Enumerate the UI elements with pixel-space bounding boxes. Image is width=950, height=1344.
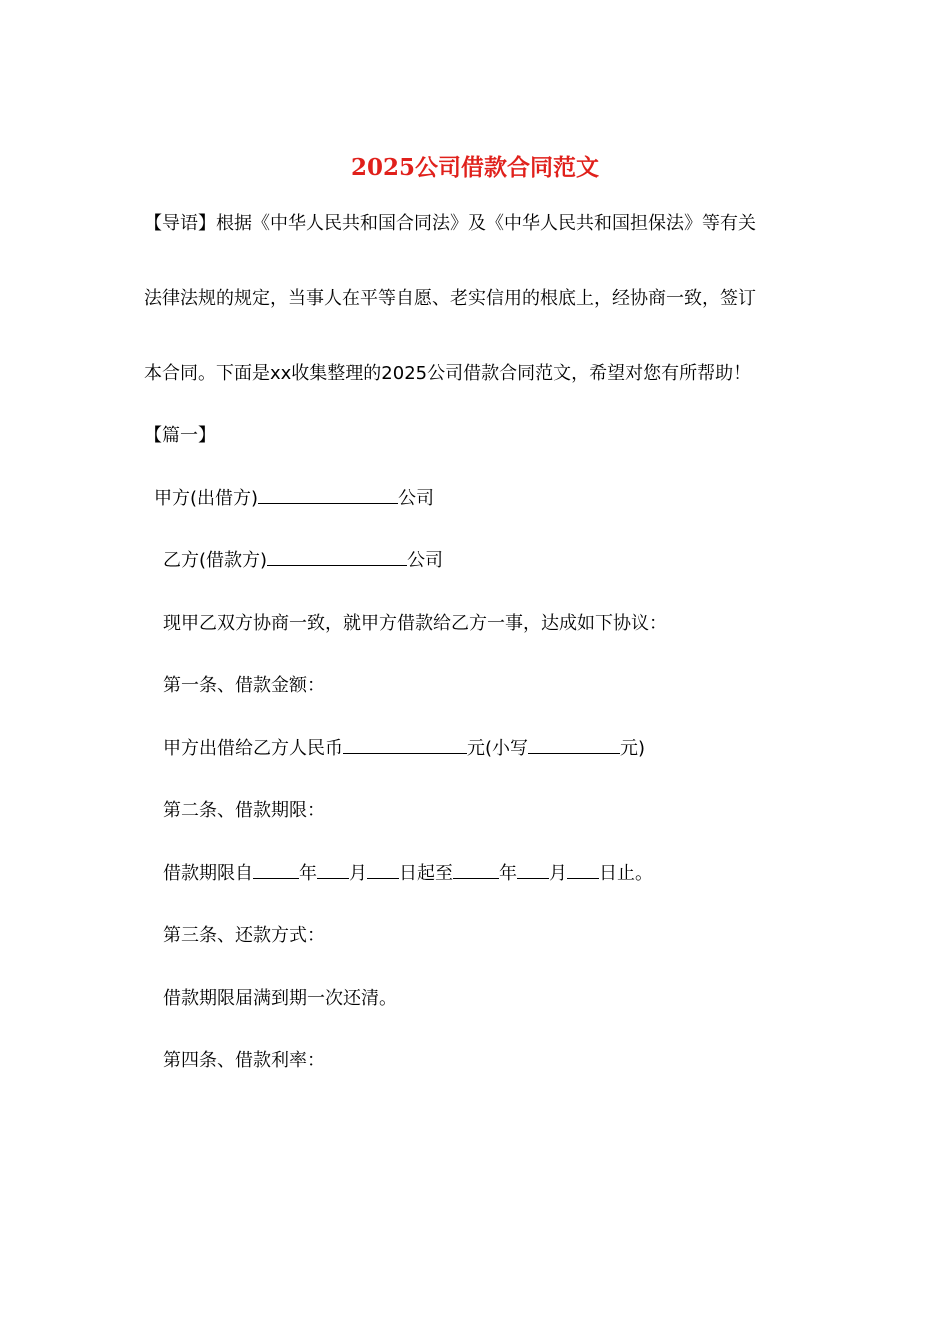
article-1-text-start: 甲方出借给乙方人民币 — [163, 738, 343, 759]
intro-line-2: 法律法规的规定，当事人在平等自愿、老实信用的根底上，经协商一致，签订 — [144, 288, 756, 309]
end-year-label: 年 — [499, 863, 517, 884]
party-b-label: 乙方(借款方) — [163, 550, 268, 571]
party-a-suffix: 公司 — [398, 488, 435, 509]
article-2-text — [163, 860, 653, 888]
start-month-label: 月 — [349, 863, 367, 884]
article-1-text — [163, 735, 645, 763]
article-1-text-end: 元) — [620, 738, 646, 759]
party-b-blank — [267, 547, 407, 566]
document-title: 2025公司借款合同范文 — [350, 154, 599, 181]
start-day-blank — [367, 860, 399, 879]
term-prefix: 借款期限自 — [163, 863, 253, 884]
party-a-label: 甲方(出借方) — [154, 488, 259, 509]
end-day-blank — [567, 860, 599, 879]
article-2-heading: 第二条、借款期限： — [163, 800, 325, 821]
agreement-line: 现甲乙双方协商一致，就甲方借款给乙方一事，达成如下协议： — [163, 613, 667, 634]
party-b-suffix: 公司 — [407, 550, 444, 571]
party-a-blank — [258, 485, 398, 504]
start-day-label: 日起至 — [399, 863, 453, 884]
article-4-heading: 第四条、借款利率： — [163, 1050, 325, 1071]
amount-lowercase-blank — [528, 735, 620, 754]
article-3-heading: 第三条、还款方式： — [163, 925, 325, 946]
intro-line-1: 【导语】根据《中华人民共和国合同法》及《中华人民共和国担保法》等有关 — [144, 213, 756, 234]
party-a-line — [154, 485, 434, 513]
start-year-label: 年 — [299, 863, 317, 884]
party-b-line — [163, 547, 443, 575]
section-heading: 【篇一】 — [144, 425, 216, 446]
end-day-label: 日止。 — [599, 863, 653, 884]
article-1-heading: 第一条、借款金额： — [163, 675, 325, 696]
article-1-text-mid: 元(小写 — [467, 738, 529, 759]
end-month-label: 月 — [549, 863, 567, 884]
end-month-blank — [517, 860, 549, 879]
end-year-blank — [453, 860, 499, 879]
start-month-blank — [317, 860, 349, 879]
intro-line-3: 本合同。下面是xx收集整理的2025公司借款合同范文，希望对您有所帮助！ — [144, 363, 752, 384]
article-3-text: 借款期限届满到期一次还清。 — [163, 988, 397, 1009]
start-year-blank — [253, 860, 299, 879]
amount-blank — [343, 735, 467, 754]
